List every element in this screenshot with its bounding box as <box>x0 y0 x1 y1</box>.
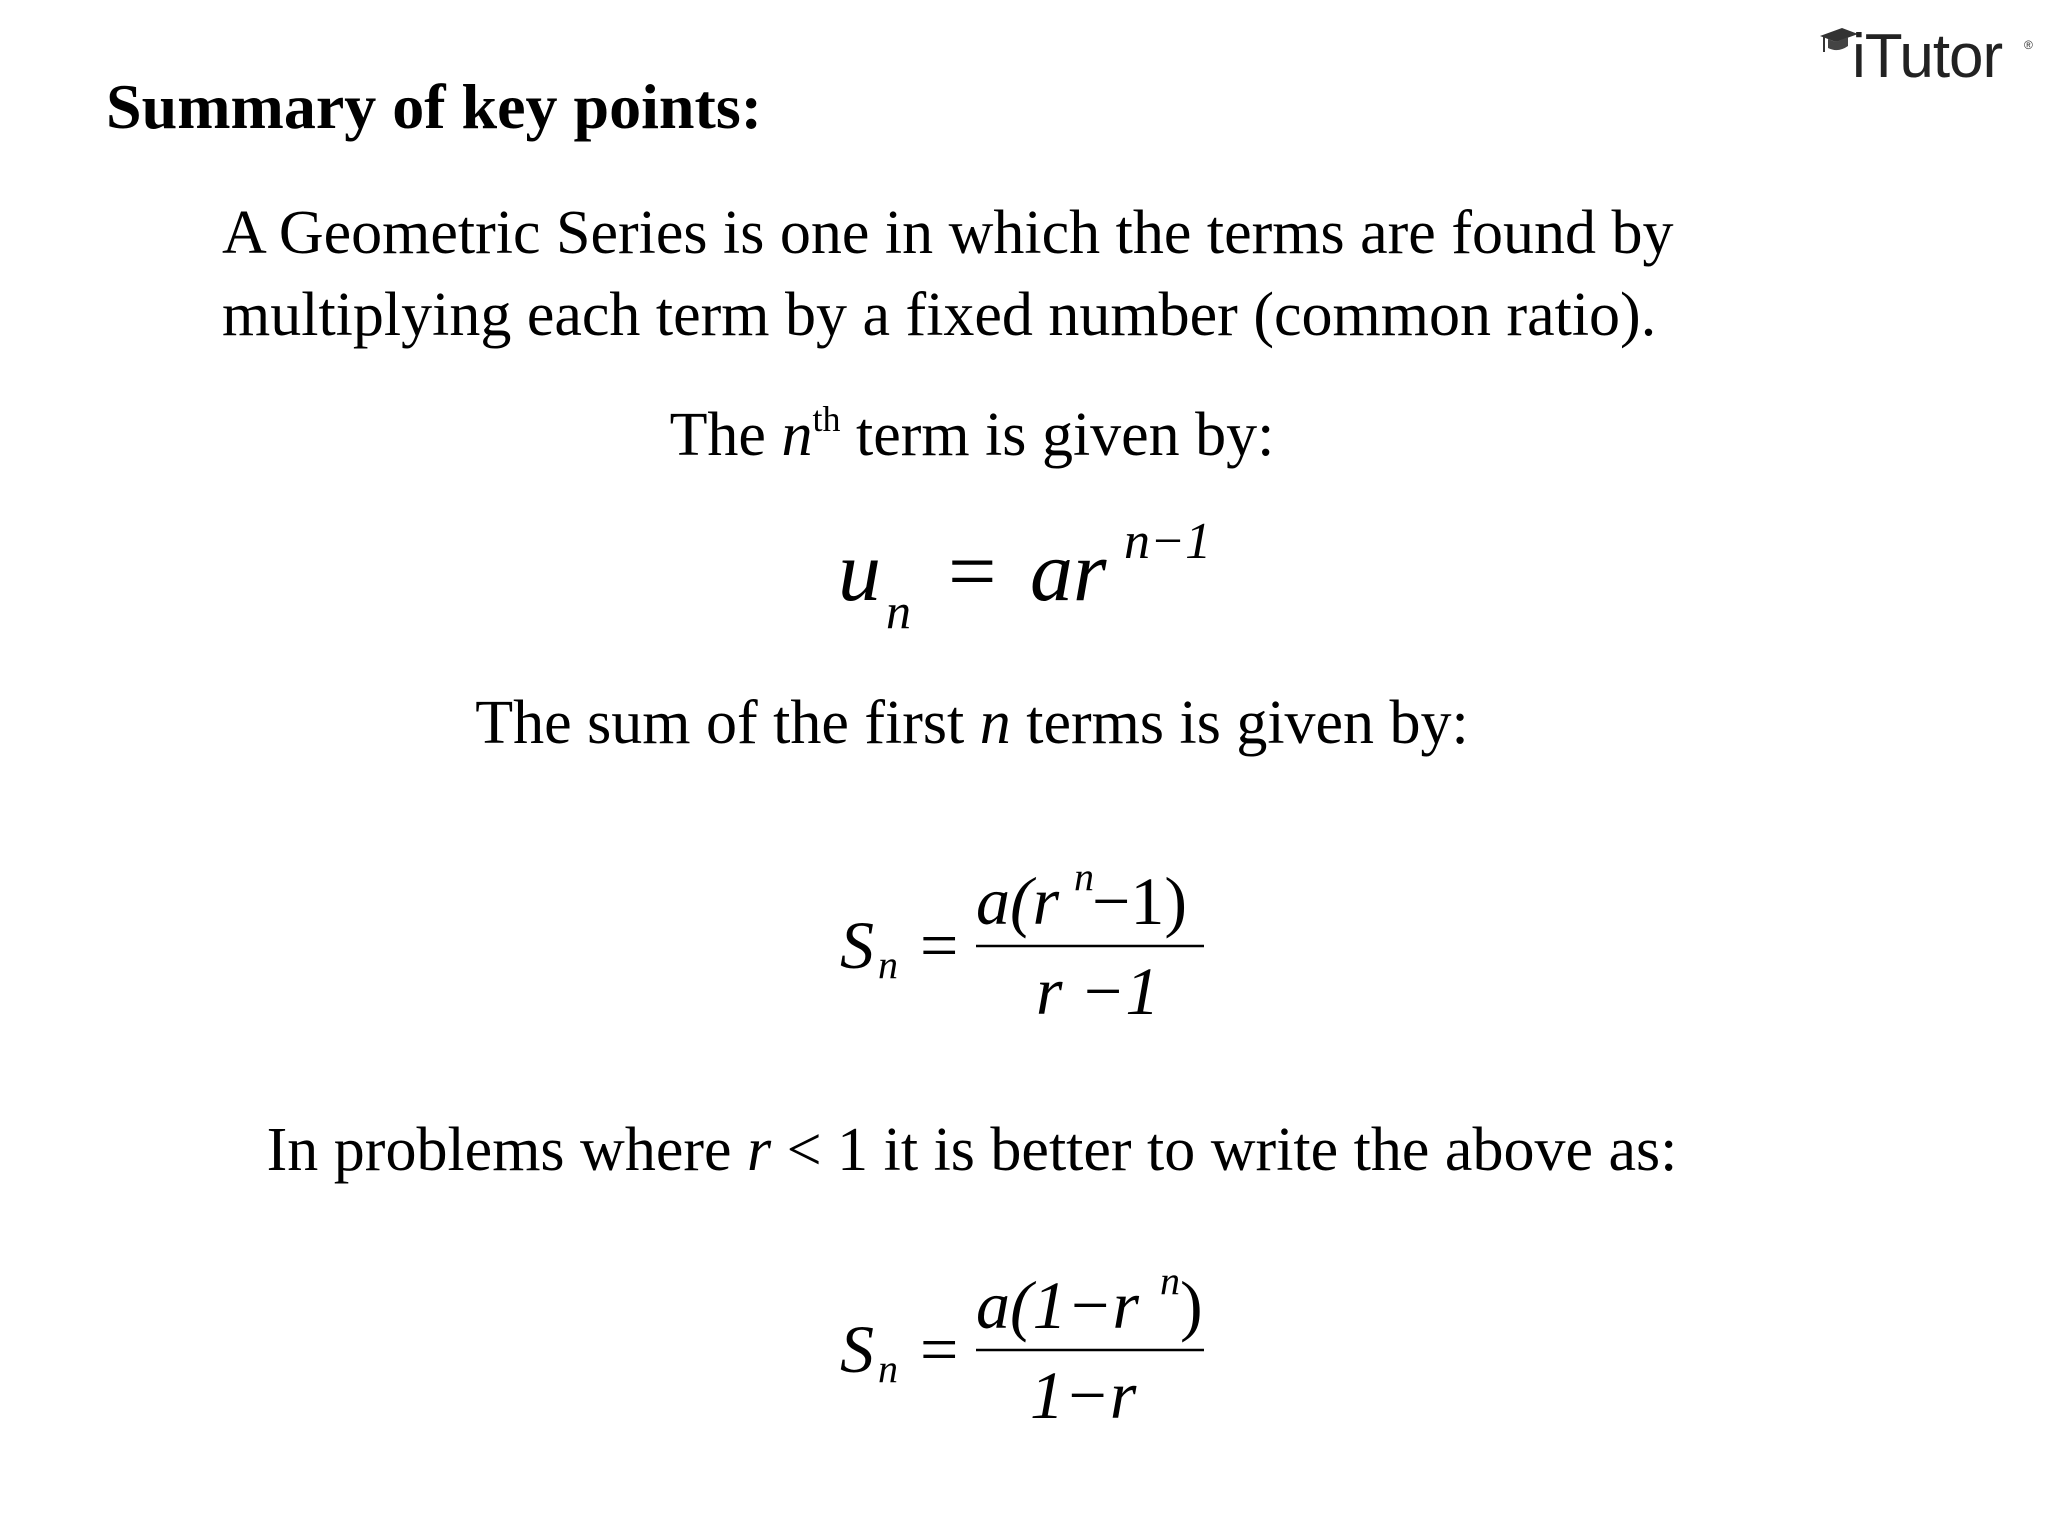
definition-line-2: multiplying each term by a fixed number (common ratio). <box>222 281 1657 349</box>
un-rhs: ar <box>1030 523 1107 619</box>
logo-brand-text: iTutor <box>1852 22 2003 91</box>
sum-statement-variable: n <box>979 689 1011 757</box>
sn2-numerator-exponent: n <box>1160 1258 1180 1303</box>
nth-term-prefix: The <box>669 401 782 469</box>
page-title: Summary of key points: <box>106 71 763 142</box>
sn2-lhs: S <box>840 1311 874 1387</box>
un-lhs-subscript: n <box>886 583 911 639</box>
sn1-lhs: S <box>840 907 874 983</box>
sn2-numerator-rest: ) <box>1180 1267 1203 1343</box>
problems-statement-prefix: In problems where <box>266 1116 748 1184</box>
un-rhs-exponent: n−1 <box>1124 513 1212 570</box>
logo-registered-mark: ® <box>2024 38 2033 52</box>
sn1-equals: = <box>920 907 959 983</box>
sn1-numerator-exponent: n <box>1074 854 1094 899</box>
sn2-equals: = <box>920 1311 959 1387</box>
sn1-numerator-rest: −1) <box>1092 863 1187 939</box>
un-equals: = <box>948 523 997 619</box>
sum-formula-r-less-than-1 <box>840 1258 1204 1433</box>
sn2-numerator-start: a(1−r <box>976 1267 1139 1343</box>
un-lhs: u <box>838 523 881 619</box>
sn2-lhs-subscript: n <box>878 1346 898 1391</box>
nth-term-formula <box>838 513 1211 639</box>
sum-statement-suffix: terms is given by: <box>1010 689 1469 757</box>
sum-statement-prefix: The sum of the first <box>475 689 980 757</box>
sn2-denominator: 1−r <box>1030 1357 1137 1433</box>
nth-term-variable: n <box>781 401 813 469</box>
problems-statement-suffix: < 1 it is better to write the above as: <box>771 1116 1678 1184</box>
sn1-lhs-subscript: n <box>878 942 898 987</box>
problems-statement-variable: r <box>747 1116 772 1184</box>
definition-line-1: A Geometric Series is one in which the terms are found by <box>222 199 1674 267</box>
sn1-numerator-start: a(r <box>976 863 1060 939</box>
sn1-denominator: r −1 <box>1036 953 1160 1029</box>
sum-formula-r-greater-than-1 <box>840 854 1204 1029</box>
nth-term-suffix: term is given by: <box>840 401 1275 469</box>
nth-term-superscript: th <box>812 399 841 439</box>
